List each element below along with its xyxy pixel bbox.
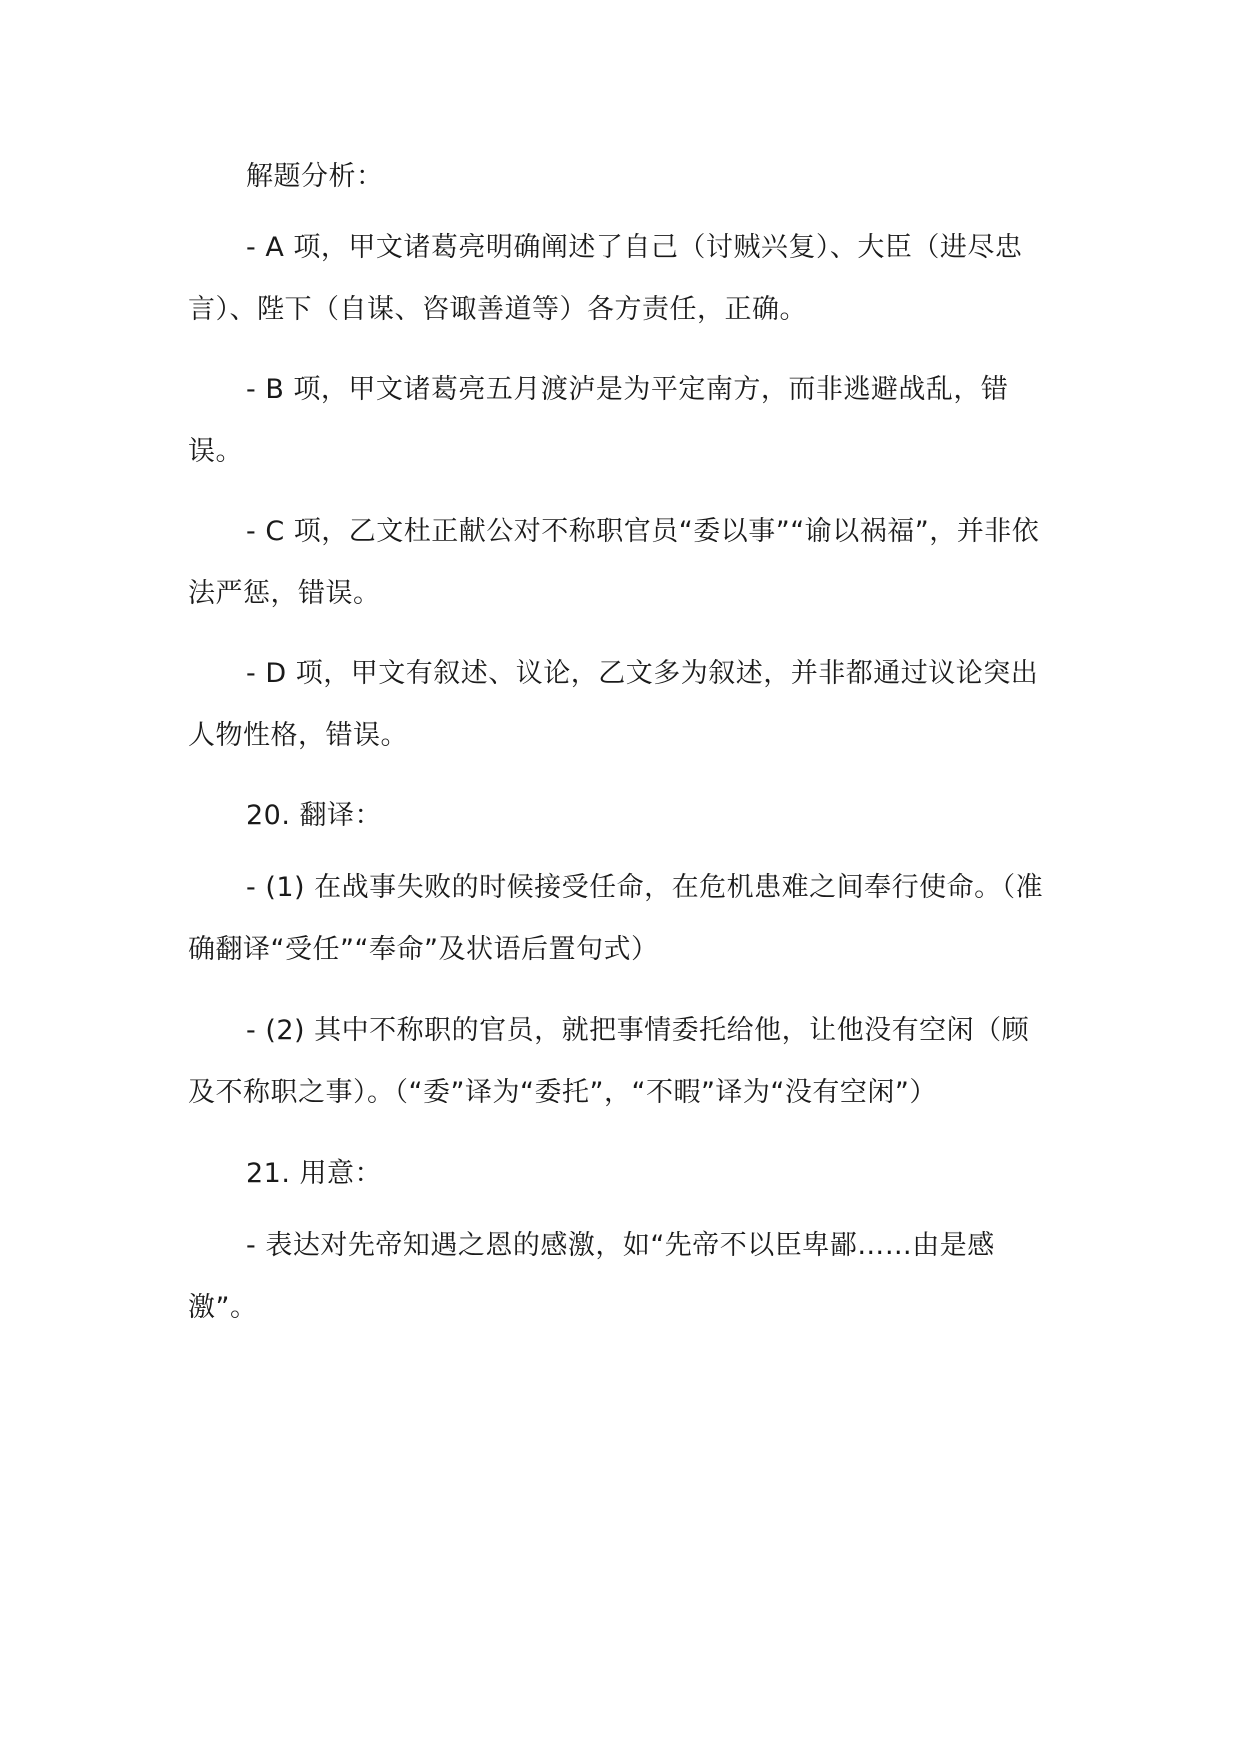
translation-1-paragraph [188, 857, 1048, 981]
question-20-heading [188, 785, 1048, 847]
intent-paragraph [188, 1215, 1048, 1339]
question-20-heading-text: 20. 翻译： [246, 800, 383, 831]
option-a-text: - A 项，甲文诸葛亮明确阐述了自己（讨贼兴复）、大臣（进尽忠言）、陛下（自谋、咨诹善道等）各方责任，正确。 [188, 232, 1023, 325]
translation-1-text: - (1) 在战事失败的时候接受任命，在危机患难之间奉行使命。（准确翻译“受任”“奉命”及状语后置句式） [188, 872, 1044, 965]
option-b-text: - B 项，甲文诸葛亮五月渡泸是为平定南方，而非逃避战乱，错误。 [188, 374, 1009, 467]
option-d-text: - D 项，甲文有叙述、议论，乙文多为叙述，并非都通过议论突出人物性格，错误。 [188, 658, 1039, 751]
option-b-paragraph [188, 359, 1048, 483]
question-21-heading-text: 21. 用意： [246, 1158, 383, 1189]
analysis-heading-text: 解题分析： [246, 161, 384, 192]
translation-2-paragraph [188, 1000, 1048, 1124]
translation-2-text: - (2) 其中不称职的官员，就把事情委托给他，让他没有空闲（顾及不称职之事）。（“委”译为“委托”，“不暇”译为“没有空闲”） [188, 1015, 1030, 1108]
option-a-paragraph [188, 217, 1048, 341]
intent-text: - 表达对先帝知遇之恩的感激，如“先帝不以臣卑鄙……由是感激”。 [188, 1230, 995, 1323]
analysis-heading [188, 146, 1048, 208]
option-d-paragraph [188, 643, 1048, 767]
option-c-text: - C 项，乙文杜正献公对不称职官员“委以事”“谕以祸福”，并非依法严惩，错误。 [188, 516, 1040, 609]
option-c-paragraph [188, 501, 1048, 625]
question-21-heading [188, 1143, 1048, 1205]
